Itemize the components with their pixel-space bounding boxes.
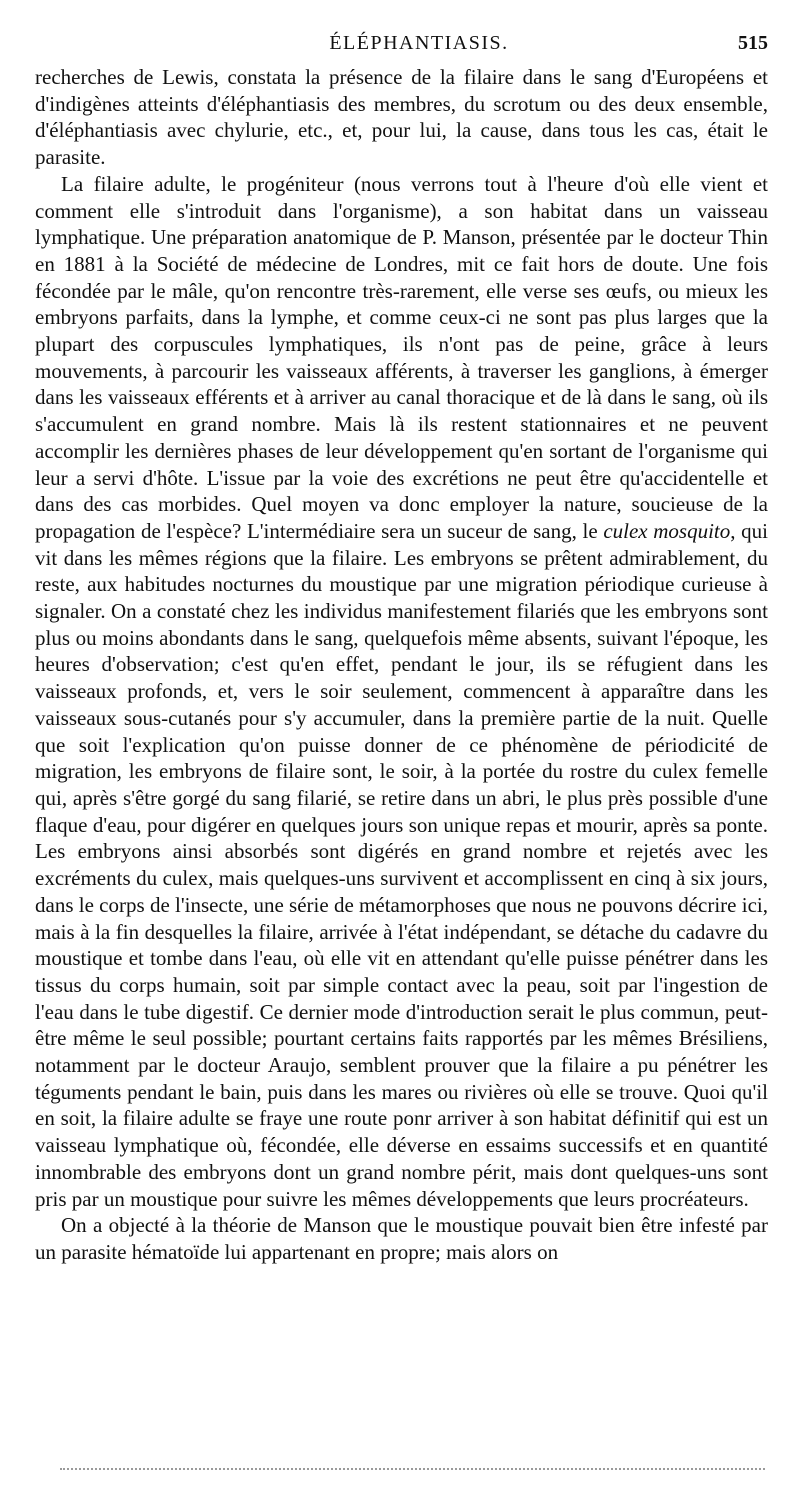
paragraph-text: On a objecté à la théorie de Manson que le moustique pouvait bien être infesté par un parasite hématoïde lui appartenant en propre; mais alors on [35, 1213, 768, 1264]
paragraph-filaire-cycle [35, 171, 768, 1212]
footer-dotted-rule [60, 1468, 765, 1470]
running-head [35, 32, 768, 64]
paragraph-objection [35, 1212, 768, 1265]
body-text [35, 64, 768, 1266]
running-title: ÉLÉPHANTIASIS. [329, 32, 509, 54]
paragraph-text: La filaire adulte, le progéniteur (nous verrons tout à l'heure d'où elle vient et comment elle s'introduit dans l'organisme), a son habitat dans un vaisseau lymphatique. Une préparation anatomique de P. Manson, présentée par le docteur Thin en 1881 à la Société de médecine de Londres, mit ce fait hors de doute. Une fois fécondée par le mâle, qu'on rencontre très-rarement, elle verse ses œufs, ou mieux les embryons parfaits, dans la lymphe, et comme ceux-ci ne sont pas plus larges que la plupart des corpuscules lymphatiques, ils n'ont pas de peine, grâce à leurs mouvements, à parcourir les vaisseaux afférents, à traverser les ganglions, à émerger dans les vaisseaux efférents et à arriver au canal thoracique et de là dans le sang, où ils s'accumulent en grand nombre. Mais là ils restent stationnaires et ne peuvent accomplir les dernières phases de leur développement qu'en sortant de l'organisme qui leur a servi d'hôte. L'issue par la voie des excrétions ne peut être qu'accidentelle et dans des cas morbides. Quel moyen va donc employer la nature, soucieuse de la propagation de l'espèce? L'intermédiaire sera un suceur de sang, le [35, 171, 768, 543]
page-number: 515 [738, 32, 768, 54]
paragraph-text: recherches de Lewis, constata la présence de la filaire dans le sang d'Européens et d'indigènes atteints d'éléphantiasis des membres, du scrotum ou des deux ensemble, d'éléphantiasis avec chylurie, etc., et, pour lui, la cause, dans tous les cas, était le parasite. [35, 65, 768, 170]
italic-term: culex mosquito [603, 518, 731, 543]
book-page [35, 32, 768, 1266]
paragraph-continued [35, 64, 768, 171]
paragraph-text: , qui vit dans les mêmes régions que la filaire. Les embryons se prêtent admirablement, du reste, aux habitudes nocturnes du moustique par une migration périodique curieuse à signaler. On a constaté chez les individus manifestement filariés que les embryons sont plus ou moins abondants dans le sang, quelquefois même absents, suivant l'époque, les heures d'observation; c'est qu'en effet, pendant le jour, ils se réfugient dans les vaisseaux profonds, et, vers le soir seulement, commencent à apparaître dans les vaisseaux sous-cutanés pour s'y accumuler, dans la première partie de la nuit. Quelle que soit l'explication qu'on puisse donner de ce phénomène de périodicité de migration, les embryons de filaire sont, le soir, à la portée du rostre du culex femelle qui, après s'être gorgé du sang filarié, se retire dans un abri, le plus près possible d'une flaque d'eau, pour digérer en quelques jours son unique repas et mourir, après sa ponte. Les embryons ainsi absorbés sont digérés en grand nombre et rejetés avec les excréments du culex, mais quelques-uns survivent et accomplissent en cinq à six jours, dans le corps de l'insecte, une série de métamorphoses que nous ne pouvons décrire ici, mais à la fin desquelles la filaire, arrivée à l'état indépendant, se détache du cadavre du moustique et tombe dans l'eau, où elle vit en attendant qu'elle puisse pénétrer dans les tissus du corps humain, soit par simple contact avec la peau, soit par l'ingestion de l'eau dans le tube digestif. Ce dernier mode d'introduction serait le plus commun, peut-être même le seul possible; pourtant certains faits rapportés par les mêmes Brésiliens, notamment par le docteur Araujo, semblent prouver que la filaire a pu pénétrer les téguments pendant le bain, puis dans les mares ou rivières où elle se trouve. Quoi qu'il en soit, la filaire adulte se fraye une route ponr arriver à son habitat définitif qui est un vaisseau lymphatique où, fécondée, elle déverse en essaims successifs et en quantité innombrable des embryons dont un grand nombre périt, mais dont quelques-uns sont pris par un moustique pour suivre les mêmes développements que leurs procréateurs. [35, 518, 768, 1211]
